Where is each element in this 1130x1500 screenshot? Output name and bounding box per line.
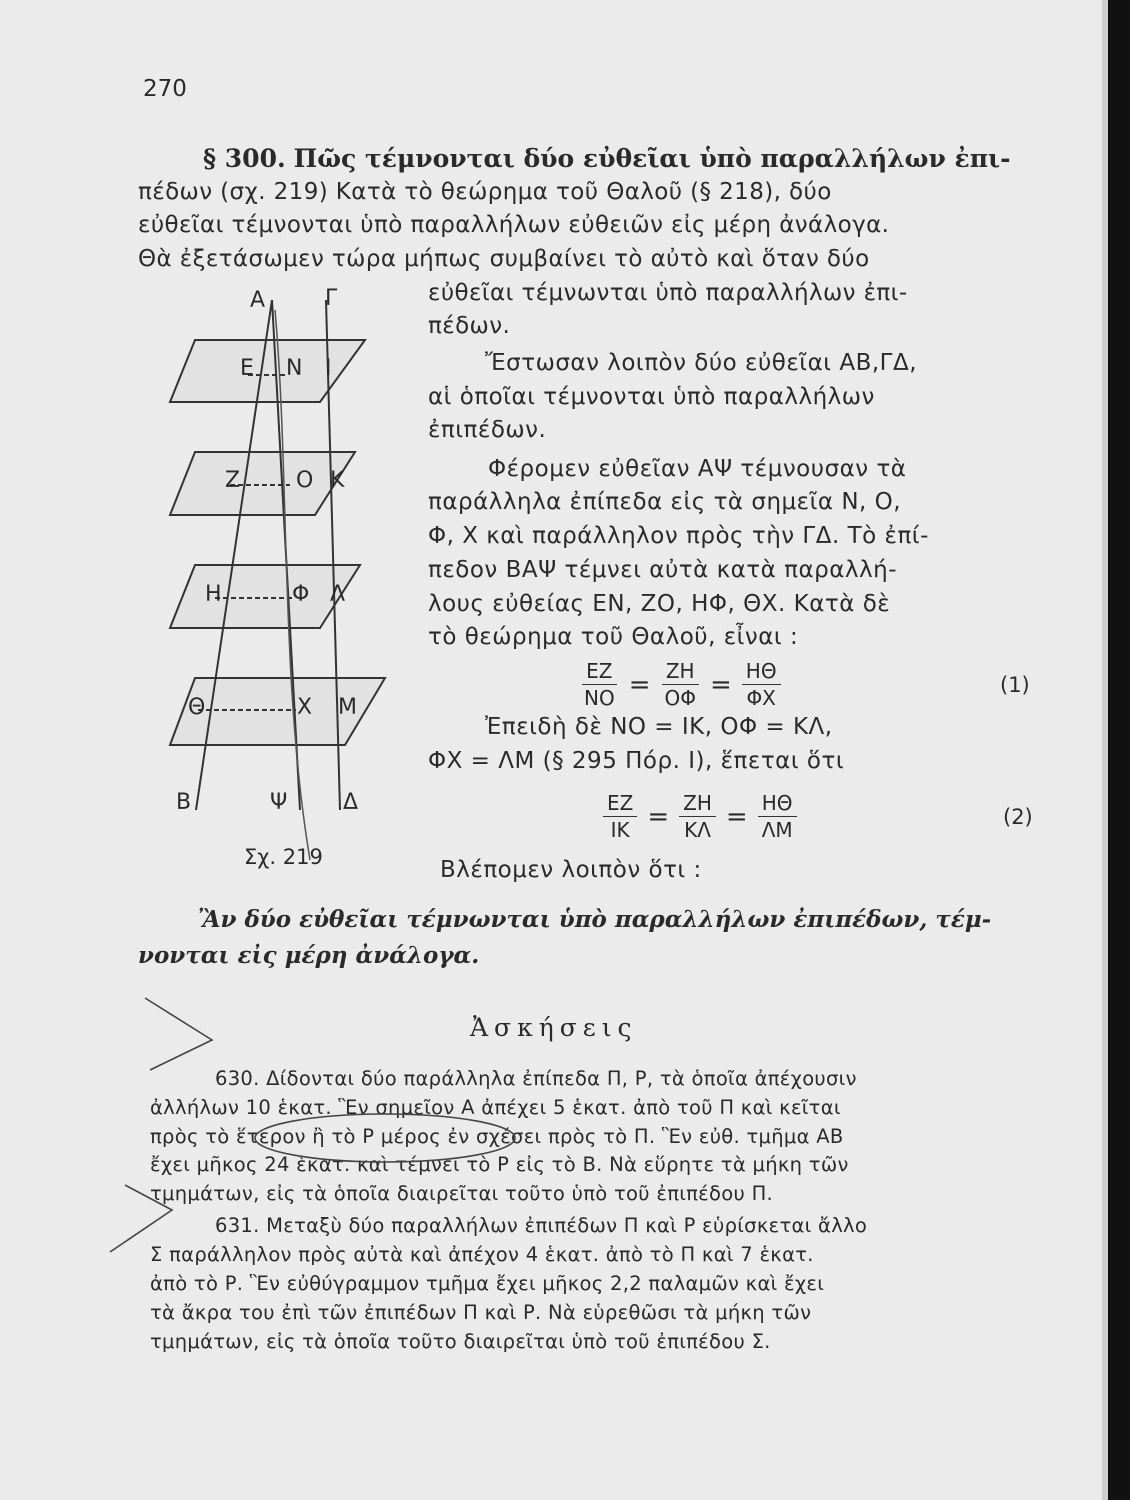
- pencil-circle: [255, 1114, 515, 1162]
- label-k: Κ: [330, 468, 345, 493]
- equation-1-number: (1): [1000, 673, 1030, 697]
- equation-2: [603, 790, 797, 843]
- equals-sign: =: [647, 801, 670, 832]
- exercise-630-line: ἀλλήλων 10 ἑκατ. Ἓν σημεῖον Α ἀπέχει 5 ἑκατ. ἀπὸ τοῦ Π καὶ κεῖται: [150, 1096, 841, 1119]
- theorem-line: Ἂν δύο εὐθεῖαι τέμνωνται ὑπὸ παραλλήλων ἐπιπέδων, τέμ-: [198, 906, 992, 933]
- page-number: 270: [143, 76, 187, 102]
- label-i: Ι: [325, 356, 332, 381]
- figure-219: [150, 280, 400, 860]
- pencil-annotations: [100, 990, 520, 1270]
- numerator: ΗΘ: [758, 790, 797, 817]
- theorem-line: νονται εἰς μέρη ἀνάλογα.: [138, 942, 480, 969]
- numerator: ΕΖ: [582, 658, 616, 685]
- label-th: Θ: [188, 695, 206, 720]
- proof-line: Φέρομεν εὐθεῖαν ΑΨ τέμνουσαν τὰ: [488, 456, 907, 482]
- section-line-text: εὐθεῖαι τέμνωνται ὑπὸ παραλλήλων ἐπι-: [428, 280, 908, 306]
- label-h: Η: [205, 582, 222, 607]
- equals-sign: =: [628, 669, 651, 700]
- section-title: Πῶς τέμνονται δύο εὐθεῖαι ὑπὸ παραλλήλων ἐπι-: [293, 144, 1011, 173]
- section-line-text: εὐθεῖαι τέμνονται ὑπὸ παραλλήλων εὐθειῶν εἰς μέρη ἀνάλογα.: [138, 212, 890, 238]
- denominator: ΚΛ: [684, 818, 711, 842]
- exercise-630-line: τμημάτων, εἰς τὰ ὁποῖα διαιρεῖται τοῦτο ὑπὸ τοῦ ἐπιπέδου Π.: [150, 1182, 774, 1205]
- denominator: ΟΦ: [664, 686, 696, 710]
- numerator: ΗΘ: [742, 658, 781, 685]
- figure-caption: Σχ. 219: [244, 845, 323, 869]
- label-o: Ο: [296, 468, 314, 493]
- proof-line: Ἔστωσαν λοιπὸν δύο εὐθεῖαι ΑΒ,ΓΔ,: [485, 350, 918, 376]
- label-m: Μ: [338, 695, 357, 720]
- denominator: ΛΜ: [761, 818, 793, 842]
- label-l: Λ: [330, 582, 346, 607]
- proof-line: λους εὐθείας ΕΝ, ΖΟ, ΗΦ, ΘΧ. Κατὰ δὲ: [428, 591, 891, 617]
- section-label: § 300.: [203, 144, 286, 173]
- exercise-631-line: τὰ ἄκρα του ἐπὶ τῶν ἐπιπέδων Π καὶ Ρ. Νὰ εὑρεθῶσι τὰ μήκη τῶν: [150, 1301, 812, 1324]
- equals-sign: =: [709, 669, 732, 700]
- exercise-631-line: ἀπὸ τὸ Ρ. Ἓν εὐθύγραμμον τμῆμα ἔχει μῆκος 2,2 παλαμῶν καὶ ἔχει: [150, 1272, 825, 1295]
- fraction: [580, 658, 619, 711]
- proof-line: τὸ θεώρημα τοῦ Θαλοῦ, εἶναι :: [428, 624, 799, 650]
- label-x: Χ: [297, 695, 313, 720]
- denominator: ΦΧ: [746, 686, 776, 710]
- label-d: Δ: [343, 790, 359, 815]
- fraction: [742, 658, 781, 711]
- exercise-630-line: ἔχει μῆκος 24 ἑκατ. καὶ τέμνει τὸ Ρ εἰς τὸ Β. Νὰ εὕρητε τὰ μήκη τῶν: [150, 1153, 849, 1176]
- section-line-2: [138, 212, 889, 238]
- section-heading: [203, 144, 1023, 173]
- proof-line: Φ, Χ καὶ παράλληλον πρὸς τὴν ΓΔ. Τὸ ἐπί-: [428, 523, 929, 549]
- label-z: Ζ: [225, 468, 241, 493]
- label-e: Ε: [240, 356, 254, 381]
- exercise-631-line: τμημάτων, εἰς τὰ ὁποῖα τοῦτο διαιρεῖται ὑπὸ τοῦ ἐπιπέδου Σ.: [150, 1330, 771, 1353]
- pencil-bracket-630: [145, 998, 212, 1070]
- section-line-text: πέδων (σχ. 219) Κατὰ τὸ θεώρημα τοῦ Θαλοῦ (§ 218), δύο: [138, 179, 832, 205]
- exercise-630-line: πρὸς τὸ ἕτερον ἢ τὸ Ρ μέρος ἐν σχέσει πρὸς τὸ Π. Ἓν εὐθ. τμῆμα ΑΒ: [150, 1125, 844, 1148]
- numerator: ΖΗ: [679, 790, 716, 817]
- page-binding: [1108, 0, 1130, 1500]
- label-g: Γ: [325, 286, 338, 311]
- denominator: ΝΟ: [584, 686, 615, 710]
- proof-line: ἐπιπέδων.: [428, 417, 547, 443]
- label-a: Α: [250, 288, 266, 313]
- section-line-3: [138, 246, 870, 272]
- conclusion-intro: Βλέπομεν λοιπὸν ὅτι :: [440, 857, 702, 883]
- label-n: Ν: [286, 356, 303, 381]
- fraction: [661, 658, 700, 711]
- equals-sign: =: [725, 801, 748, 832]
- plane-1: [170, 340, 365, 402]
- denominator: ΙΚ: [610, 818, 630, 842]
- numerator: ΖΗ: [662, 658, 699, 685]
- equation-2-number: (2): [1003, 805, 1033, 829]
- proof-line: αἱ ὁποῖαι τέμνονται ὑπὸ παραλλήλων: [428, 384, 875, 410]
- section-line-text: πέδων.: [428, 313, 511, 339]
- label-f: Φ: [292, 582, 310, 607]
- section-line-5: [428, 313, 510, 339]
- plane-2: [170, 452, 355, 515]
- exercise-631-line: Σ παράλληλον πρὸς αὐτὰ καὶ ἀπέχον 4 ἑκατ. ἀπὸ τὸ Π καὶ 7 ἑκατ.: [150, 1243, 814, 1266]
- fraction: [603, 790, 637, 843]
- equation-1: [580, 658, 781, 711]
- proof-line: παράλληλα ἐπίπεδα εἰς τὰ σημεῖα Ν, Ο,: [428, 489, 902, 515]
- pencil-bracket-631: [110, 1185, 172, 1252]
- numerator: ΕΖ: [603, 790, 637, 817]
- exercise-631-line: 631. Μεταξὺ δύο παραλλήλων ἐπιπέδων Π καὶ Ρ εὑρίσκεται ἄλλο: [215, 1214, 868, 1237]
- fraction: [758, 790, 797, 843]
- section-line-1: [138, 179, 1022, 205]
- since-line: ΦΧ = ΛΜ (§ 295 Πόρ. Ι), ἕπεται ὅτι: [428, 748, 845, 774]
- label-psi: Ψ: [270, 790, 288, 815]
- exercises-title: Ἀσκήσεις: [470, 1013, 638, 1042]
- proof-line: πεδον ΒΑΨ τέμνει αὐτὰ κατὰ παραλλή-: [428, 557, 897, 583]
- exercise-630-line: 630. Δίδονται δύο παράλληλα ἐπίπεδα Π, Ρ, τὰ ὁποῖα ἀπέχουσιν: [215, 1067, 857, 1090]
- section-line-4: [428, 280, 908, 306]
- label-b: Β: [176, 790, 192, 815]
- since-line: Ἐπειδὴ δὲ ΝΟ = ΙΚ, ΟΦ = ΚΛ,: [485, 714, 833, 740]
- section-line-text: Θὰ ἐξετάσωμεν τώρα μήπως συμβαίνει τὸ αὐτὸ καὶ ὅταν δύο: [138, 246, 870, 272]
- fraction: [679, 790, 716, 843]
